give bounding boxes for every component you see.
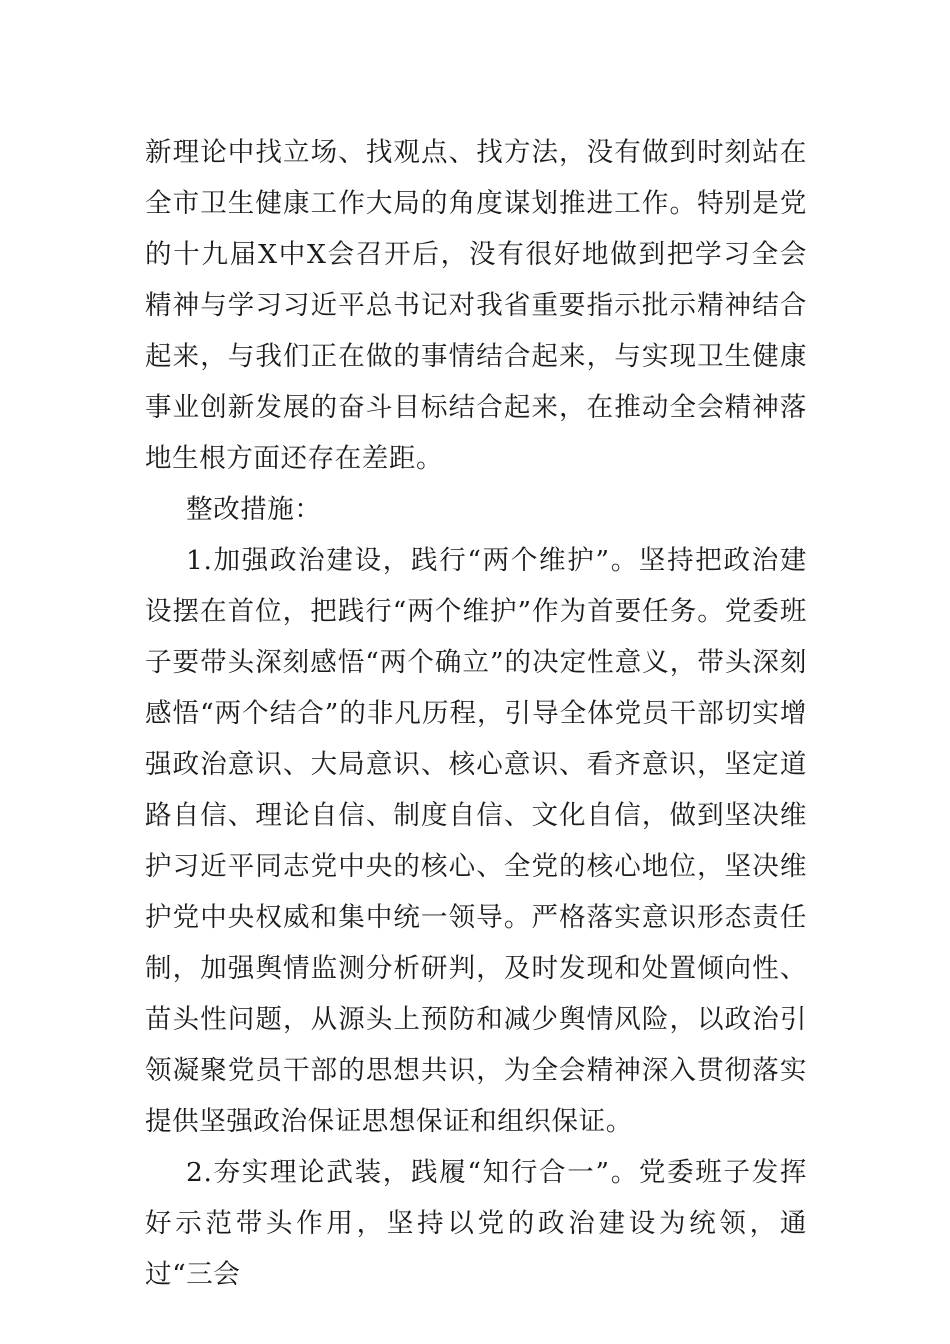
- paragraph-rectification-heading: 整改措施：: [186, 494, 322, 525]
- paragraph-problem-continuation: 新理论中找立场、找观点、找方法，没有做到时刻站在全市卫生健康工作大局的角度谋划推进工作。特别是党的十九届X中X会召开后，没有很好地做到把学习全会精神与学习习近平总书记对我省重要指示批示精神结合起来，与我们正在做的事情结合起来，与实现卫生健康事业创新发展的奋斗目标结合起来，在推动全会精神落地生根方面还存在差距。: [145, 137, 807, 474]
- paragraph-measure-2: 2.夯实理论武装，践履“知行合一”。党委班子发挥好示范带头作用，坚持以党的政治建设为统领，通过“三会: [145, 1157, 807, 1290]
- document-page: [145, 127, 807, 1300]
- paragraph-measure-1: 1.加强政治建设，践行“两个维护”。坚持把政治建设摆在首位，把践行“两个维护”作为首要任务。党委班子要带头深刻感悟“两个确立”的决定性意义，带头深刻感悟“两个结合”的非凡历程，引导全体党员干部切实增强政治意识、大局意识、核心意识、看齐意识，坚定道路自信、理论自信、制度自信、文化自信，做到坚决维护习近平同志党中央的核心、全党的核心地位，坚决维护党中央权威和集中统一领导。严格落实意识形态责任制，加强舆情监测分析研判，及时发现和处置倾向性、苗头性问题，从源头上预防和减少舆情风险，以政治引领凝聚党员干部的思想共识，为全会精神深入贯彻落实提供坚强政治保证思想保证和组织保证。: [145, 545, 807, 1137]
